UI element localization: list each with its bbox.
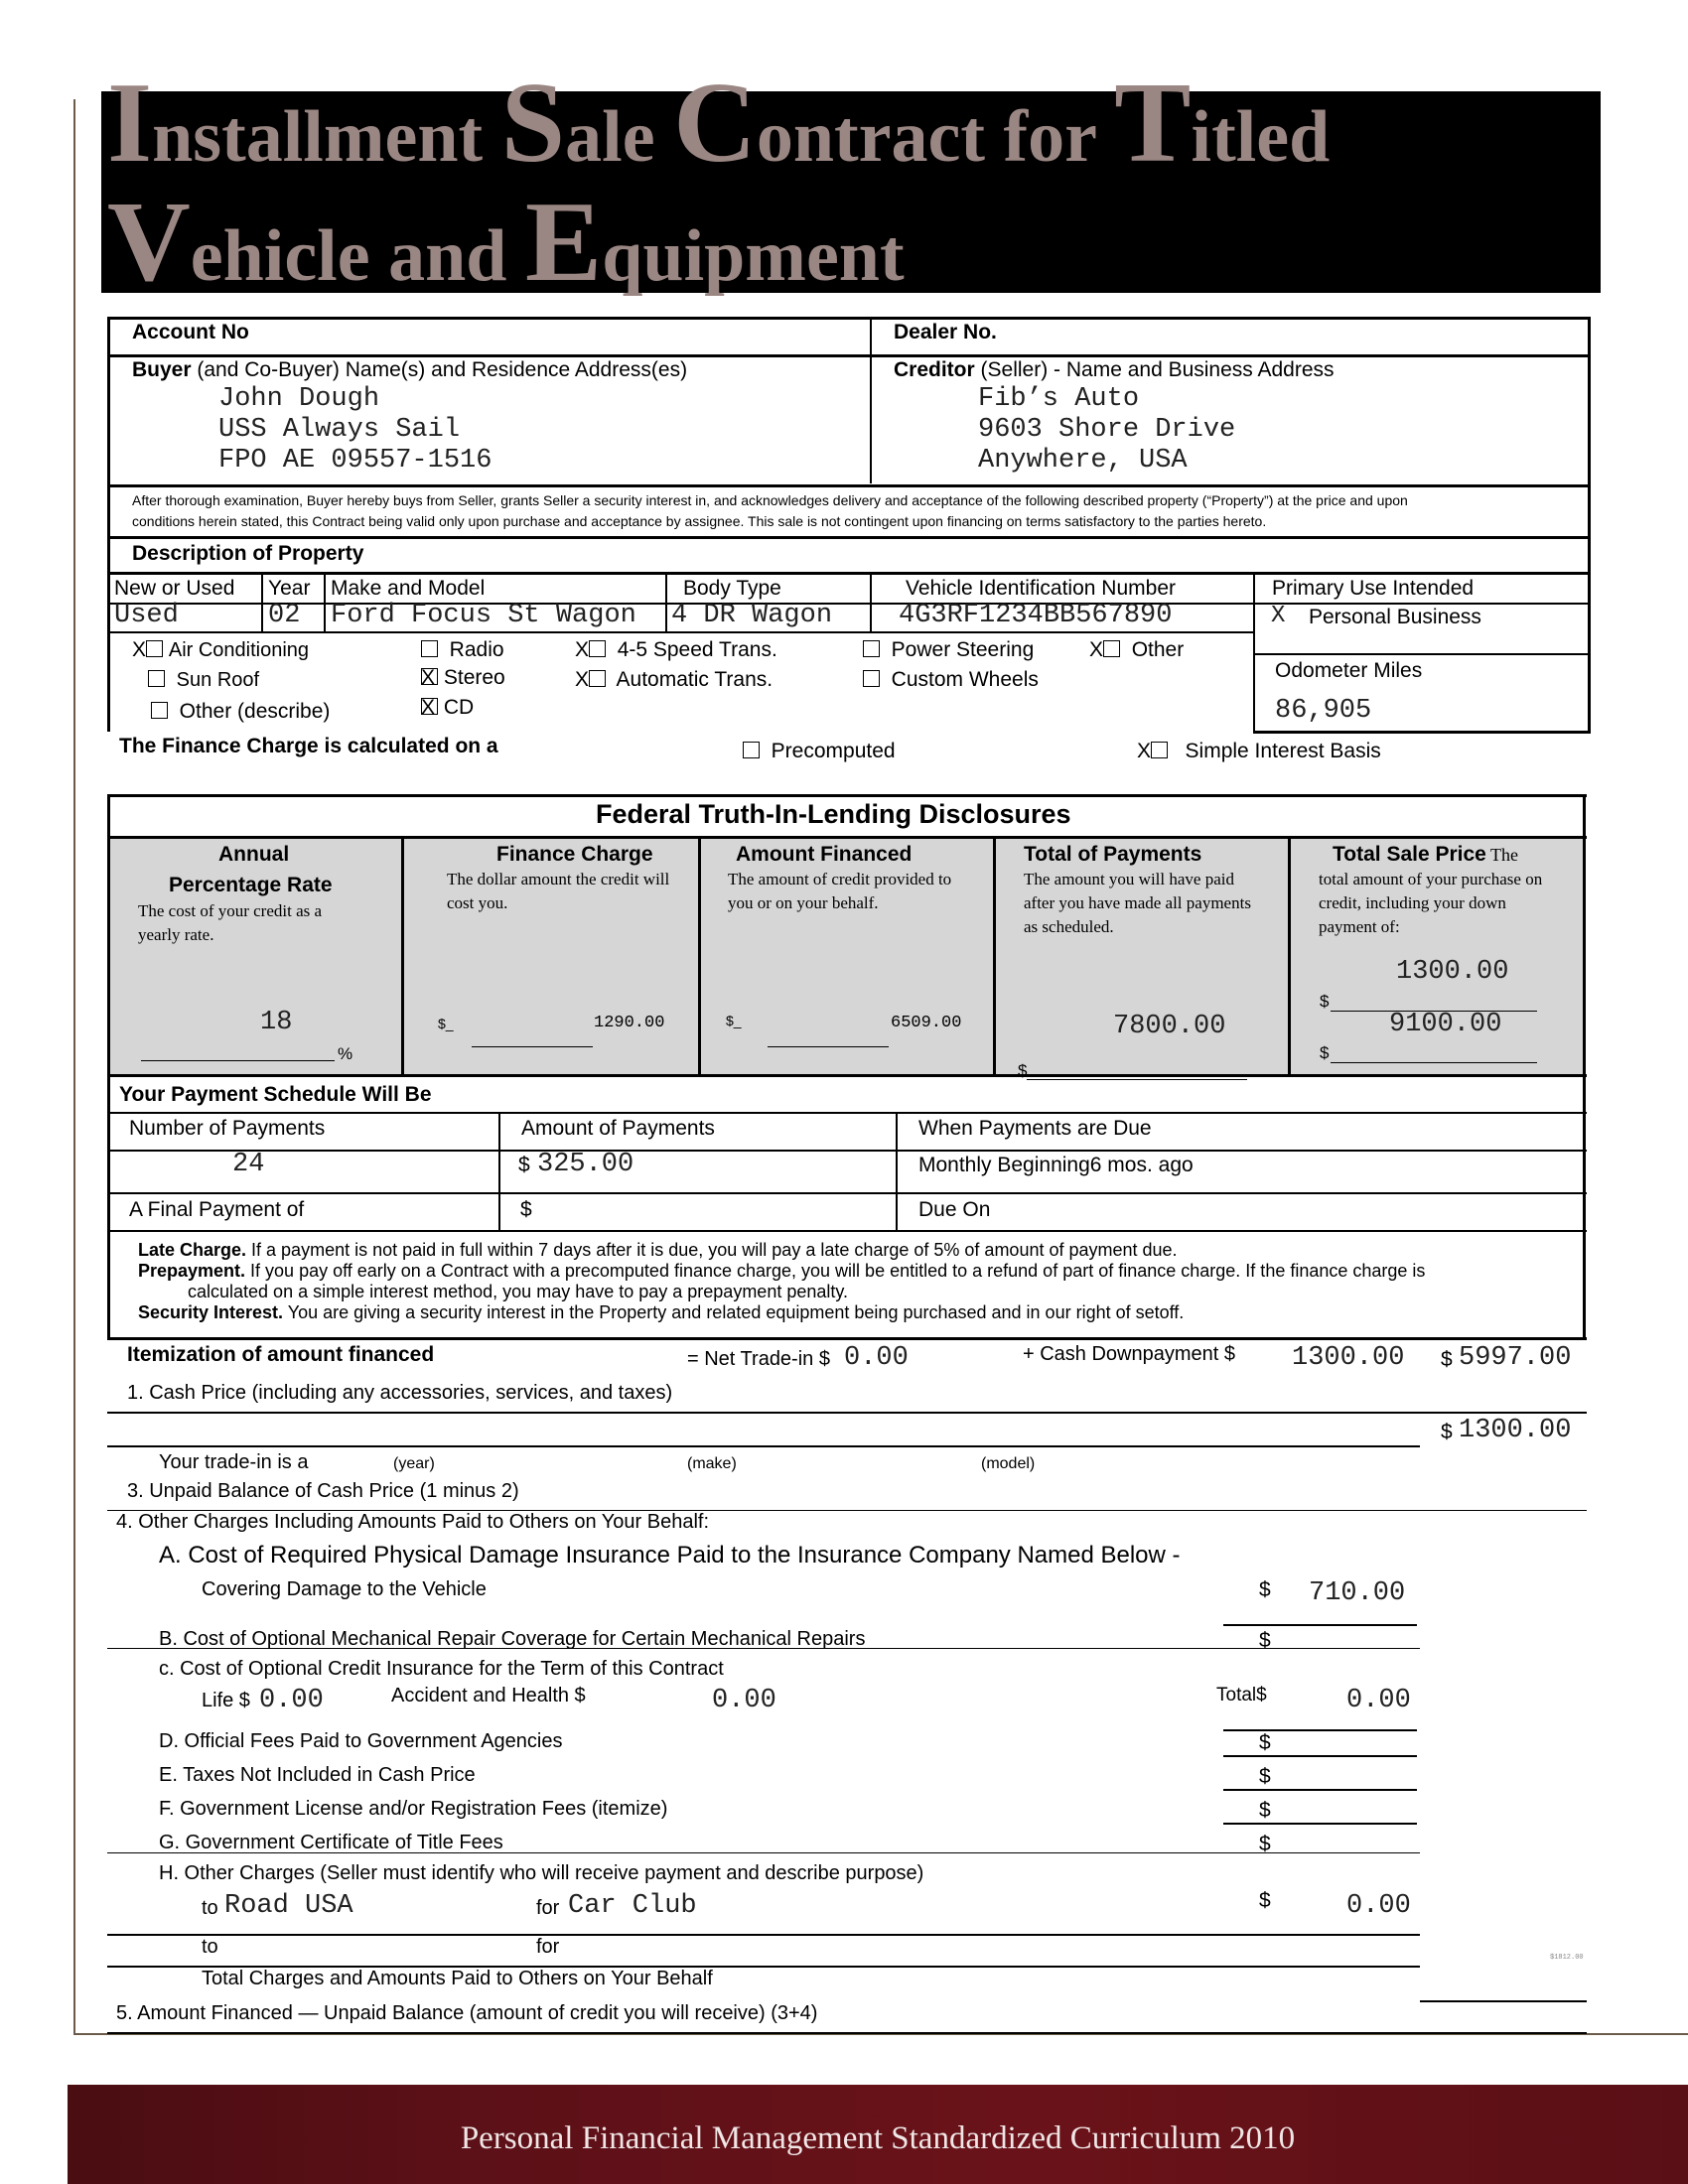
to-label: to: [202, 1897, 218, 1919]
down-payment-currency: $: [1320, 992, 1330, 1011]
line-4h-currency: $: [1259, 1889, 1271, 1912]
line-4a-value[interactable]: 710.00: [1309, 1578, 1406, 1608]
for-value[interactable]: Car Club: [568, 1891, 697, 1921]
when-payments-due-label: When Payments are Due: [918, 1117, 1152, 1140]
total-sale-price-currency: $: [1320, 1043, 1330, 1062]
net-trade-in-label: = Net Trade-in $: [687, 1348, 830, 1370]
line-4f-currency[interactable]: $: [1259, 1799, 1271, 1822]
line-5-amount-financed: 5. Amount Financed — Unpaid Balance (amount of credit you will receive) (3+4): [116, 2002, 818, 2024]
total-sale-price-underline: [1331, 1062, 1537, 1063]
line-4b-rule: [107, 1648, 1420, 1649]
option-power-steering[interactable]: Power Steering: [863, 639, 1034, 660]
option-custom-wheels[interactable]: Custom Wheels: [863, 669, 1039, 690]
col-body-type: Body Type: [683, 577, 781, 600]
trade-in-year[interactable]: (year): [393, 1455, 435, 1472]
account-no-label: Account No: [132, 321, 249, 343]
line-4f-license-fees: F. Government License and/or Registration Fees (itemize): [159, 1798, 668, 1820]
line-4a-rule: [1223, 1624, 1417, 1626]
line-4d-official-fees: D. Official Fees Paid to Government Agencies: [159, 1730, 563, 1752]
finance-charge-currency: $_: [438, 1016, 454, 1031]
finance-charge-description: The dollar amount the credit will cost you.: [447, 870, 670, 912]
total-of-payments-title: Total of Payments: [1024, 843, 1202, 866]
new-or-used-value[interactable]: Used: [114, 601, 179, 630]
amount-financed-value[interactable]: 6509.00: [891, 1014, 962, 1032]
precomputed-option[interactable]: Precomputed: [743, 741, 896, 761]
agreement-text-2: conditions herein stated, this Contract being valid only upon purchase and acceptance by assignee. This sale is not contingent upon financing on terms satisfactory to the parties hereto.: [132, 513, 1267, 529]
creditor-name[interactable]: Fib’s Auto: [978, 384, 1140, 414]
cash-price-rule: [107, 1412, 1587, 1414]
primary-use-options: Personal Business: [1309, 606, 1481, 628]
total-charges-label: Total Charges and Amounts Paid to Others on Your Behalf: [202, 1968, 713, 1989]
line-4a-currency: $: [1259, 1578, 1271, 1601]
line-4e-rule: [1223, 1789, 1417, 1791]
number-of-payments-label: Number of Payments: [129, 1117, 326, 1140]
col-year: Year: [268, 577, 311, 600]
property-heading: Description of Property: [132, 542, 364, 565]
line-2-value[interactable]: 1300.00: [1459, 1416, 1572, 1445]
line-4a-insurance: A. Cost of Required Physical Damage Insurance Paid to the Insurance Company Named Below -: [159, 1542, 1181, 1569]
option-other-describe[interactable]: Other (describe): [151, 701, 330, 722]
cash-downpayment-label: + Cash Downpayment $: [1023, 1343, 1236, 1365]
finance-charge-underline: [472, 1046, 593, 1047]
creditor-address-2[interactable]: Anywhere, USA: [978, 446, 1188, 476]
line-5-rule: [107, 2032, 1587, 2034]
line-4g-currency[interactable]: $: [1259, 1833, 1271, 1855]
accident-health-value[interactable]: 0.00: [712, 1686, 776, 1715]
line-4h-value[interactable]: 0.00: [1346, 1891, 1411, 1921]
col-primary-use: Primary Use Intended: [1272, 577, 1475, 600]
trade-in-rule: [107, 1445, 1420, 1447]
line-4b-currency[interactable]: $: [1259, 1629, 1271, 1652]
col-vin: Vehicle Identification Number: [906, 577, 1176, 600]
line-4-other-charges: 4. Other Charges Including Amounts Paid to Others on Your Behalf:: [116, 1511, 710, 1533]
total-credit-value[interactable]: 0.00: [1346, 1686, 1411, 1715]
title-line-2: Vehicle and Equipment: [107, 179, 905, 306]
option-sun-roof[interactable]: Sun Roof: [148, 669, 259, 690]
life-label: Life $: [202, 1690, 250, 1711]
footer-banner: [68, 2085, 1688, 2184]
col-make-model: Make and Model: [331, 577, 486, 600]
line-4d-rule: [1223, 1755, 1417, 1757]
down-payment-value[interactable]: 1300.00: [1396, 957, 1509, 987]
apr-title-1: Annual: [218, 843, 290, 866]
option-automatic-trans[interactable]: X Automatic Trans.: [575, 668, 774, 691]
trade-in-make[interactable]: (make): [687, 1455, 737, 1472]
buyer-name[interactable]: John Dough: [218, 384, 380, 414]
amount-financed-underline: [768, 1046, 889, 1047]
total-charges-tiny-value: $1812.00: [1550, 1954, 1584, 1962]
amount-of-payments-label: Amount of Payments: [521, 1117, 715, 1140]
line-4f-rule: [1223, 1823, 1417, 1825]
final-payment-label: A Final Payment of: [129, 1198, 305, 1221]
accident-health-label: Accident and Health $: [391, 1685, 586, 1706]
trade-in-model[interactable]: (model): [981, 1455, 1036, 1472]
line-4c-credit-insurance: c. Cost of Optional Credit Insurance for the Term of this Contract: [159, 1658, 724, 1680]
line-4e-taxes: E. Taxes Not Included in Cash Price: [159, 1764, 476, 1786]
buyer-label: Buyer (and Co-Buyer) Name(s) and Residence Address(es): [132, 358, 688, 381]
creditor-address-1[interactable]: 9603 Shore Drive: [978, 415, 1236, 445]
amount-financed-currency: $_: [726, 1013, 742, 1028]
late-charge-term: Late Charge. If a payment is not paid in full within 7 days after it is due, you will pay a late charge of 5% of amount of payment due.: [138, 1240, 1178, 1260]
line-4d-currency[interactable]: $: [1259, 1731, 1271, 1754]
footer-text: Personal Financial Management Standardized Curriculum 2010: [460, 2120, 1296, 2156]
total-of-payments-value[interactable]: 7800.00: [1113, 1012, 1226, 1041]
trade-in-label: Your trade-in is a: [159, 1451, 309, 1473]
for-label-2: for: [536, 1936, 560, 1958]
odometer-label: Odometer Miles: [1275, 659, 1423, 682]
net-trade-in-value[interactable]: 0.00: [844, 1343, 909, 1373]
option-air-conditioning[interactable]: X Air Conditioning: [132, 638, 310, 661]
buyer-address-2[interactable]: FPO AE 09557-1516: [218, 446, 492, 476]
col-new-or-used: New or Used: [114, 577, 235, 600]
amount-of-payments-value[interactable]: 325.00: [537, 1150, 634, 1179]
security-interest-term: Security Interest. You are giving a security interest in the Property and related equipment being purchased and in our right of setoff.: [138, 1302, 1185, 1322]
cash-price-value[interactable]: 5997.00: [1459, 1343, 1572, 1373]
total-of-payments-underline: [1027, 1079, 1247, 1080]
amount-financed-title: Amount Financed: [736, 843, 913, 866]
number-of-payments-value[interactable]: 24: [232, 1150, 265, 1179]
payments-due-value[interactable]: Monthly Beginning6 mos. ago: [918, 1154, 1194, 1176]
prepayment-term: Prepayment. If you pay off early on a Contract with a precomputed finance charge, you will be entitled to a refund of part of finance charge. If the finance charge is: [138, 1261, 1426, 1281]
line-4b-mechanical: B. Cost of Optional Mechanical Repair Coverage for Certain Mechanical Repairs: [159, 1628, 866, 1650]
line-1-cash-price: 1. Cash Price (including any accessories, services, and taxes): [127, 1382, 673, 1404]
line-4g-rule: [107, 1852, 1420, 1853]
cash-downpayment-value[interactable]: 1300.00: [1292, 1343, 1405, 1373]
line-4c-rule: [1223, 1729, 1417, 1731]
option-stereo[interactable]: X Stereo: [421, 666, 505, 689]
year-value[interactable]: 02: [268, 601, 301, 630]
finance-charge-value[interactable]: 1290.00: [594, 1014, 665, 1032]
line-4e-currency[interactable]: $: [1259, 1765, 1271, 1788]
odometer-value[interactable]: 86,905: [1275, 696, 1372, 726]
to-value[interactable]: Road USA: [224, 1891, 353, 1921]
line-2-currency: $: [1441, 1421, 1453, 1443]
line-4h-rule: [107, 1934, 1420, 1936]
for-label: for: [536, 1897, 560, 1919]
life-value[interactable]: 0.00: [259, 1686, 324, 1715]
total-of-payments-currency: $: [1018, 1061, 1028, 1080]
primary-use-mark[interactable]: X: [1271, 603, 1286, 629]
finance-charge-title: Finance Charge: [496, 843, 653, 866]
total-sale-price-value[interactable]: 9100.00: [1389, 1010, 1502, 1039]
title-line-1: Installment Sale Contract for Titled: [107, 60, 1331, 187]
itemization-heading: Itemization of amount financed: [127, 1343, 435, 1366]
apr-description: The cost of your credit as a yearly rate.: [138, 901, 323, 944]
buyer-address-1[interactable]: USS Always Sail: [218, 415, 461, 445]
line-4a-covering: Covering Damage to the Vehicle: [202, 1578, 487, 1600]
dealer-no-label: Dealer No.: [894, 321, 997, 343]
option-cd[interactable]: X CD: [421, 696, 475, 719]
prepayment-term-cont: calculated on a simple interest method, you may have to pay a prepayment penalty.: [188, 1282, 849, 1301]
left-margin-line: [73, 99, 75, 2035]
option-other[interactable]: X Other: [1089, 638, 1185, 661]
total-sale-price-description: total amount of your purchase on credit, including your down payment of:: [1319, 870, 1543, 936]
creditor-label: Creditor (Seller) - Name and Business Address: [894, 358, 1335, 381]
total-of-payments-description: The amount you will have paid after you have made all payments as scheduled.: [1024, 870, 1251, 936]
total-sale-price-title: Total Sale Price The: [1333, 843, 1519, 866]
total-credit-label: Total$: [1216, 1685, 1267, 1706]
line-4-total-rule: [1420, 2000, 1587, 2002]
finance-basis-label: The Finance Charge is calculated on a: [119, 735, 498, 757]
final-payment-currency[interactable]: $: [520, 1198, 532, 1221]
cash-price-currency: $: [1441, 1348, 1453, 1371]
vin-value[interactable]: 4G3RF1234BB567890: [899, 601, 1173, 630]
option-radio[interactable]: Radio: [421, 639, 504, 660]
to-label-2: to: [202, 1936, 218, 1958]
line-3-unpaid-balance: 3. Unpaid Balance of Cash Price (1 minus 2): [127, 1480, 519, 1502]
line-4g-title-fees: G. Government Certificate of Title Fees: [159, 1832, 503, 1853]
body-type-value[interactable]: 4 DR Wagon: [671, 601, 833, 630]
apr-underline: [141, 1060, 335, 1061]
line-4h-other-charges: H. Other Charges (Seller must identify who will receive payment and describe purpose): [159, 1862, 924, 1884]
tila-heading: Federal Truth-In-Lending Disclosures: [596, 799, 1071, 829]
amount-financed-description: The amount of credit provided to you or on your behalf.: [728, 870, 952, 912]
amount-currency: $: [518, 1154, 530, 1176]
apr-unit: %: [338, 1044, 353, 1063]
simple-interest-option[interactable]: X Simple Interest Basis: [1137, 740, 1381, 762]
agreement-text-1: After thorough examination, Buyer hereby buys from Seller, grants Seller a security interest in, and acknowledges delivery and acceptance of the following described property (“Property”) at the price and upon: [132, 492, 1408, 508]
apr-value[interactable]: 18: [260, 1008, 293, 1037]
make-model-value[interactable]: Ford Focus St Wagon: [331, 601, 636, 630]
schedule-heading: Your Payment Schedule Will Be: [119, 1083, 432, 1106]
apr-title-2: Percentage Rate: [169, 874, 333, 896]
due-on-label: Due On: [918, 1198, 991, 1221]
option-speed-trans[interactable]: X 4-5 Speed Trans.: [575, 638, 777, 661]
